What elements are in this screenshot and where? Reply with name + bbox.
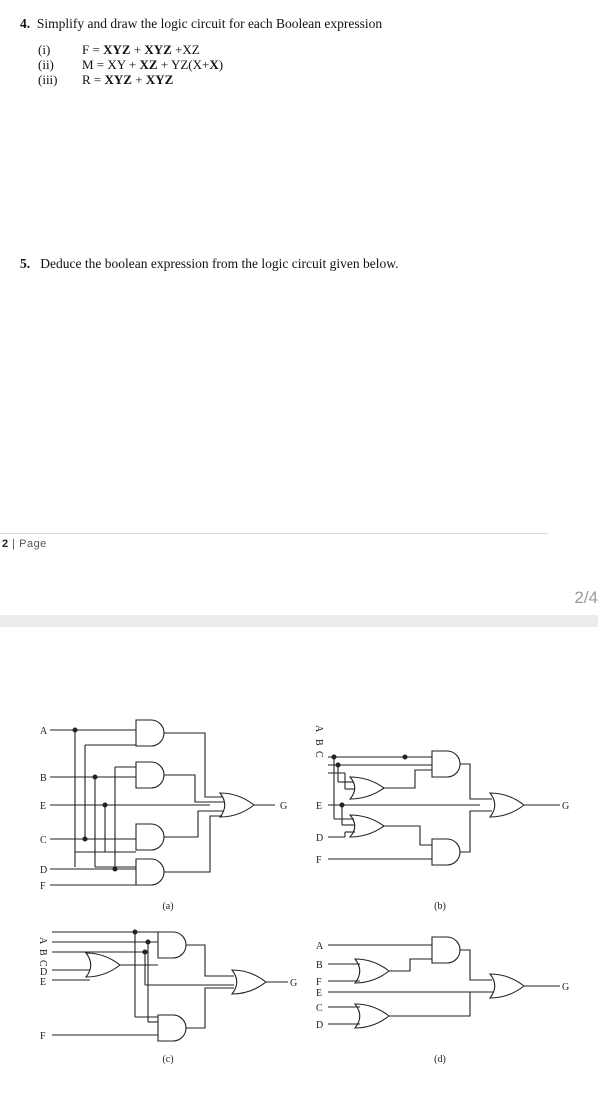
item-label: (ii) — [38, 57, 54, 72]
signal-label: C — [40, 835, 47, 846]
junction-dot — [73, 728, 77, 732]
signal-label: A — [37, 937, 48, 945]
wire — [186, 945, 234, 976]
junction-dot — [340, 803, 344, 807]
or-gate — [350, 777, 384, 799]
footer-page-number: 2 — [2, 538, 9, 550]
or-gate — [86, 953, 120, 977]
question-4-item — [38, 57, 223, 72]
signal-label: C — [316, 1003, 323, 1014]
and-gate — [136, 859, 164, 885]
question-4 — [20, 16, 382, 32]
question-5-text: Deduce the boolean expression from the logic circuit given below. — [40, 256, 399, 271]
footer-separator: | — [8, 538, 20, 550]
signal-label: E — [316, 801, 323, 812]
and-gate — [136, 762, 164, 788]
item-expression: F = XYZ + XYZ +XZ — [82, 42, 200, 57]
junction-dot — [103, 803, 107, 807]
wire — [384, 770, 432, 788]
item-label: (i) — [38, 42, 51, 57]
logic-circuits-figure — [0, 627, 598, 1113]
signal-label: A — [313, 725, 324, 733]
question-4-items — [38, 42, 223, 87]
signal-label: F — [40, 881, 46, 892]
signal-label: B — [40, 773, 47, 784]
wire — [164, 733, 222, 797]
question-4-item — [38, 72, 223, 87]
footer-page-word: Page — [19, 538, 47, 550]
junction-dot — [93, 775, 97, 779]
signal-label: E — [40, 977, 47, 988]
wire — [164, 811, 224, 837]
page-counter: 2/4 — [574, 588, 598, 607]
junction-dot — [113, 867, 117, 871]
junction-dot — [143, 950, 147, 954]
question-4-number: 4. — [20, 16, 31, 31]
signal-label: G — [562, 982, 570, 993]
question-4-item — [38, 42, 223, 57]
signal-label: F — [316, 977, 322, 988]
signal-label: D — [40, 967, 48, 978]
or-gate — [350, 815, 384, 837]
signal-label: E — [40, 801, 47, 812]
wire — [389, 959, 432, 971]
signal-label: B — [37, 949, 48, 956]
junction-dot — [83, 837, 87, 841]
and-gate — [432, 751, 460, 777]
signal-label: B — [316, 960, 323, 971]
question-5 — [20, 256, 399, 272]
figure-caption: (d) — [434, 1054, 446, 1065]
junction-dot — [336, 763, 340, 767]
signal-label: D — [40, 865, 48, 876]
and-gate — [158, 1015, 186, 1041]
signal-label: F — [316, 855, 322, 866]
question-4-text: Simplify and draw the logic circuit for each Boolean expression — [36, 16, 383, 31]
wire — [164, 816, 222, 872]
figure-caption: (c) — [162, 1054, 174, 1065]
or-gate — [220, 793, 254, 817]
signal-label: A — [40, 726, 48, 737]
junction-dot — [146, 940, 150, 944]
or-gate — [355, 1004, 389, 1028]
or-gate — [490, 793, 524, 817]
footer-divider — [0, 533, 548, 534]
figure-caption: (b) — [434, 901, 446, 912]
wire — [460, 950, 492, 980]
and-gate — [158, 932, 186, 958]
and-gate — [432, 839, 460, 865]
document-page-3 — [0, 627, 598, 1113]
question-5-number: 5. — [20, 256, 31, 271]
item-expression: M = XY + XZ + YZ(X+X) — [82, 57, 224, 72]
signal-label: G — [290, 978, 298, 989]
wire — [186, 988, 234, 1028]
and-gate — [136, 720, 164, 746]
wire — [460, 764, 492, 799]
wire — [384, 826, 432, 845]
item-label: (iii) — [38, 72, 58, 87]
signal-label: E — [316, 988, 323, 999]
wire — [460, 811, 492, 852]
or-gate — [232, 970, 266, 994]
signal-label: C — [37, 960, 48, 967]
or-gate — [490, 974, 524, 998]
signal-label: B — [313, 739, 324, 746]
page-footer — [2, 538, 47, 550]
signal-label: G — [562, 801, 570, 812]
junction-dot — [332, 755, 336, 759]
and-gate — [432, 937, 460, 963]
wire — [164, 775, 224, 802]
signal-label: D — [316, 1020, 324, 1031]
signal-label: D — [316, 833, 324, 844]
page-gap — [0, 615, 598, 627]
item-expression: R = XYZ + XYZ — [82, 72, 174, 87]
wire — [389, 992, 494, 1016]
and-gate — [136, 824, 164, 850]
figure-caption: (a) — [162, 901, 174, 912]
junction-dot — [403, 755, 407, 759]
signal-label: F — [40, 1031, 46, 1042]
signal-label: C — [313, 751, 324, 758]
signal-label: A — [316, 941, 324, 952]
junction-dot — [133, 930, 137, 934]
or-gate — [355, 959, 389, 983]
signal-label: G — [280, 801, 288, 812]
